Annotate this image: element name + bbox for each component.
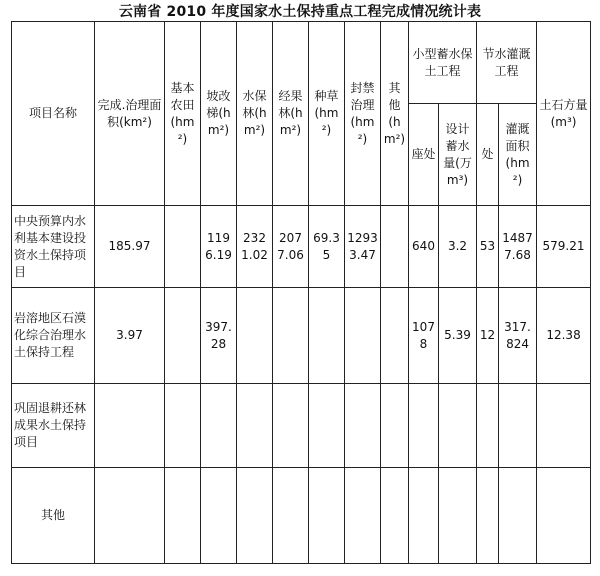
cell-water-forest: 2321.02	[237, 206, 273, 288]
header-irrigation-area: 灌溉面积(hm²)	[499, 104, 537, 206]
cell-other	[381, 384, 409, 468]
cell-irrigation-area	[499, 468, 537, 564]
cell-farmland	[165, 468, 201, 564]
cell-farmland	[165, 384, 201, 468]
cell-storage-count	[409, 384, 439, 468]
cell-terrace	[201, 384, 237, 468]
row-name: 其他	[12, 468, 95, 564]
cell-other	[381, 206, 409, 288]
cell-irrigation-count: 53	[477, 206, 499, 288]
table-row	[12, 384, 591, 468]
cell-water-forest	[237, 288, 273, 384]
table-row	[12, 468, 591, 564]
cell-area: 185.97	[95, 206, 165, 288]
cell-fruit-forest	[273, 468, 309, 564]
header-earthwork: 土石方量(m³)	[537, 22, 591, 206]
cell-grass	[309, 288, 345, 384]
cell-irrigation-area: 14877.68	[499, 206, 537, 288]
cell-irrigation-area: 317.824	[499, 288, 537, 384]
header-farmland: 基本农田(hm²)	[165, 22, 201, 206]
cell-water-forest	[237, 384, 273, 468]
cell-other	[381, 288, 409, 384]
cell-grass: 69.35	[309, 206, 345, 288]
cell-storage-count: 1078	[409, 288, 439, 384]
cell-area: 3.97	[95, 288, 165, 384]
cell-closure	[345, 468, 381, 564]
header-water-forest: 水保林(hm²)	[237, 22, 273, 206]
header-storage-count: 座处	[409, 104, 439, 206]
cell-terrace: 397.28	[201, 288, 237, 384]
cell-storage-count: 640	[409, 206, 439, 288]
table-title: 云南省 2010 年度国家水土保持重点工程完成情况统计表	[118, 4, 482, 20]
cell-closure: 12933.47	[345, 206, 381, 288]
cell-storage-count	[409, 468, 439, 564]
header-irrigation-count: 处	[477, 104, 499, 206]
cell-irrigation-area	[499, 384, 537, 468]
cell-grass	[309, 384, 345, 468]
cell-irrigation-count: 12	[477, 288, 499, 384]
cell-terrace: 1196.19	[201, 206, 237, 288]
cell-farmland	[165, 206, 201, 288]
cell-earthwork	[537, 384, 591, 468]
header-other: 其他(hm²)	[381, 22, 409, 206]
header-area: 完成.治理面积(km²)	[95, 22, 165, 206]
header-fruit-forest: 经果林(hm²)	[273, 22, 309, 206]
cell-earthwork: 12.38	[537, 288, 591, 384]
row-name: 中央预算内水利基本建设投资水土保持项目	[12, 206, 95, 288]
cell-storage-capacity	[439, 384, 477, 468]
cell-area	[95, 384, 165, 468]
cell-fruit-forest	[273, 384, 309, 468]
cell-terrace	[201, 468, 237, 564]
header-project-name: 项目名称	[12, 22, 95, 206]
header-storage-group: 小型蓄水保土工程	[409, 22, 477, 104]
cell-water-forest	[237, 468, 273, 564]
cell-closure	[345, 384, 381, 468]
cell-earthwork	[537, 468, 591, 564]
cell-storage-capacity: 3.2	[439, 206, 477, 288]
cell-irrigation-count	[477, 384, 499, 468]
cell-closure	[345, 288, 381, 384]
header-row-1	[12, 22, 591, 104]
header-terrace: 坡改梯(hm²)	[201, 22, 237, 206]
table-row	[12, 288, 591, 384]
cell-fruit-forest: 2077.06	[273, 206, 309, 288]
cell-farmland	[165, 288, 201, 384]
cell-area	[95, 468, 165, 564]
cell-other	[381, 468, 409, 564]
row-name: 巩固退耕还林成果水土保持项目	[12, 384, 95, 468]
cell-fruit-forest	[273, 288, 309, 384]
cell-storage-capacity: 5.39	[439, 288, 477, 384]
header-closure: 封禁治理(hm²)	[345, 22, 381, 206]
cell-irrigation-count	[477, 468, 499, 564]
cell-grass	[309, 468, 345, 564]
header-grass: 种草(hm²)	[309, 22, 345, 206]
header-storage-capacity: 设计蓄水量(万m³)	[439, 104, 477, 206]
header-irrigation-group: 节水灌溉工程	[477, 22, 537, 104]
table-row	[12, 206, 591, 288]
row-name: 岩溶地区石漠化综合治理水土保持工程	[12, 288, 95, 384]
cell-earthwork: 579.21	[537, 206, 591, 288]
cell-storage-capacity	[439, 468, 477, 564]
stats-table	[11, 21, 591, 564]
